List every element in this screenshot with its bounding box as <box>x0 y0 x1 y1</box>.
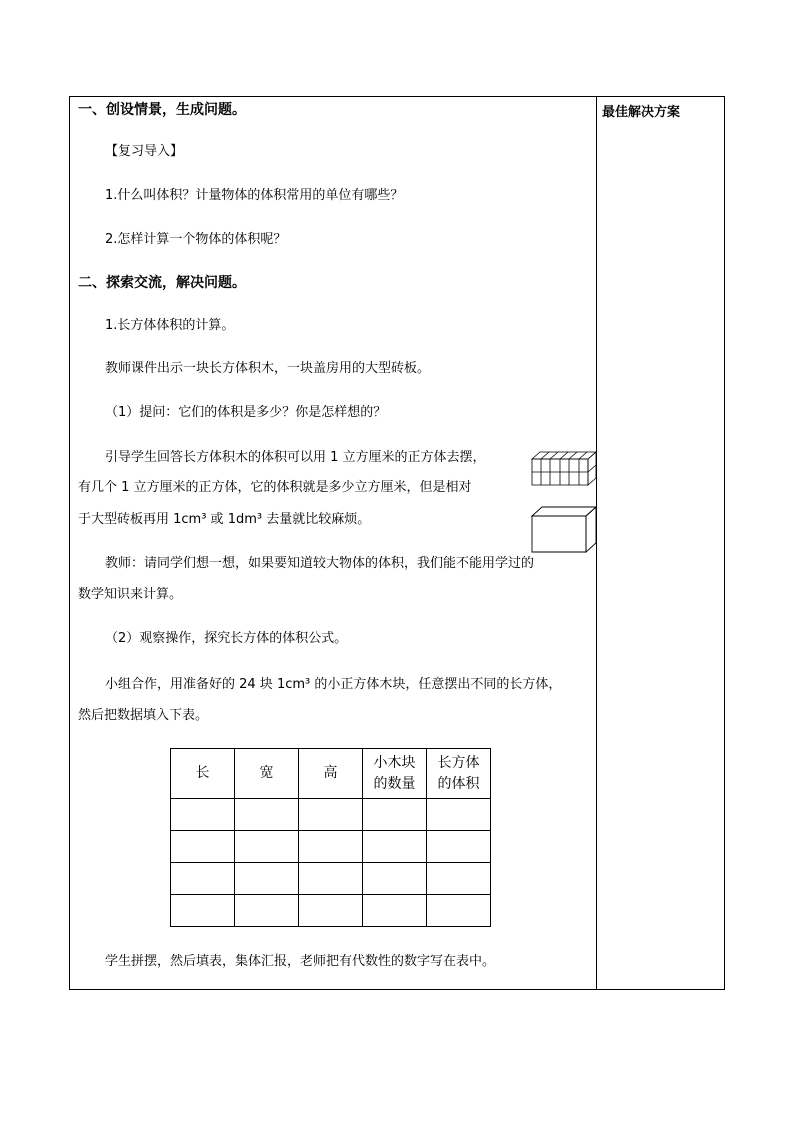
final-paragraph: 学生拼摆，然后填表，集体汇报，老师把有代数性的数字写在表中。 <box>105 954 496 969</box>
group-work-line-1: 小组合作，用准备好的 24 块 1cm³ 的小正方体木块，任意摆出不同的长方体， <box>105 677 562 692</box>
guide-line-2: 有几个 1 立方厘米的正方体，它的体积就是多少立方厘米，但是相对 <box>78 480 472 495</box>
observe-paragraph: （2）观察操作，探究长方体的体积公式。 <box>105 631 348 646</box>
header-block-count: 小木块 的数量 <box>363 749 427 799</box>
table-cell <box>299 863 363 895</box>
cuboid-data-table <box>170 748 491 927</box>
teacher-question-line-2: 数学知识来计算。 <box>78 587 183 602</box>
table-cell <box>427 863 491 895</box>
question-2: 2.怎样计算一个物体的体积呢？ <box>105 232 287 247</box>
table-cell <box>235 831 299 863</box>
guide-line-3: 于大型砖板再用 1cm³ 或 1dm³ 去量就比较麻烦。 <box>78 512 371 527</box>
table-cell <box>299 895 363 927</box>
table-cell <box>299 831 363 863</box>
brick-block-figure <box>530 504 598 554</box>
teacher-question-line-1: 教师：请同学们想一想，如果要知道较大物体的体积，我们能不能用学过的 <box>105 556 535 571</box>
table-row <box>171 895 491 927</box>
table-cell <box>171 863 235 895</box>
table-cell <box>363 895 427 927</box>
guide-line-1: 引导学生回答长方体积木的体积可以用 1 立方厘米的正方体去摆， <box>105 450 486 465</box>
table-cell <box>171 895 235 927</box>
table-cell <box>427 799 491 831</box>
table-cell <box>363 799 427 831</box>
header-width: 宽 <box>235 749 299 799</box>
table-cell <box>235 863 299 895</box>
subsection-1-title: 1.长方体体积的计算。 <box>105 318 235 333</box>
header-cuboid-volume: 长方体 的体积 <box>427 749 491 799</box>
table-row <box>171 863 491 895</box>
review-label: 【复习导入】 <box>105 144 184 159</box>
question-1: 1.什么叫体积？计量物体的体积常用的单位有哪些？ <box>105 188 404 203</box>
table-cell <box>299 799 363 831</box>
table-row <box>171 799 491 831</box>
side-column-header: 最佳解决方案 <box>602 105 681 120</box>
group-work-line-2: 然后把数据填入下表。 <box>78 708 209 723</box>
table-cell <box>171 831 235 863</box>
lesson-table <box>69 96 725 990</box>
table-cell <box>235 895 299 927</box>
table-cell <box>235 799 299 831</box>
ask-paragraph: （1）提问：它们的体积是多少？你是怎样想的？ <box>105 405 387 420</box>
table-row <box>171 831 491 863</box>
header-height: 高 <box>299 749 363 799</box>
table-cell <box>363 831 427 863</box>
table-cell <box>427 895 491 927</box>
unit-cubes-block-figure <box>530 449 598 489</box>
table-cell <box>427 831 491 863</box>
teacher-show-paragraph: 教师课件出示一块长方体积木，一块盖房用的大型砖板。 <box>105 361 431 376</box>
table-cell <box>171 799 235 831</box>
header-length: 长 <box>171 749 235 799</box>
section-2-title: 二、探索交流，解决问题。 <box>78 275 246 291</box>
table-cell <box>363 863 427 895</box>
section-1-title: 一、创设情景，生成问题。 <box>78 102 246 118</box>
table-header-row <box>171 749 491 799</box>
